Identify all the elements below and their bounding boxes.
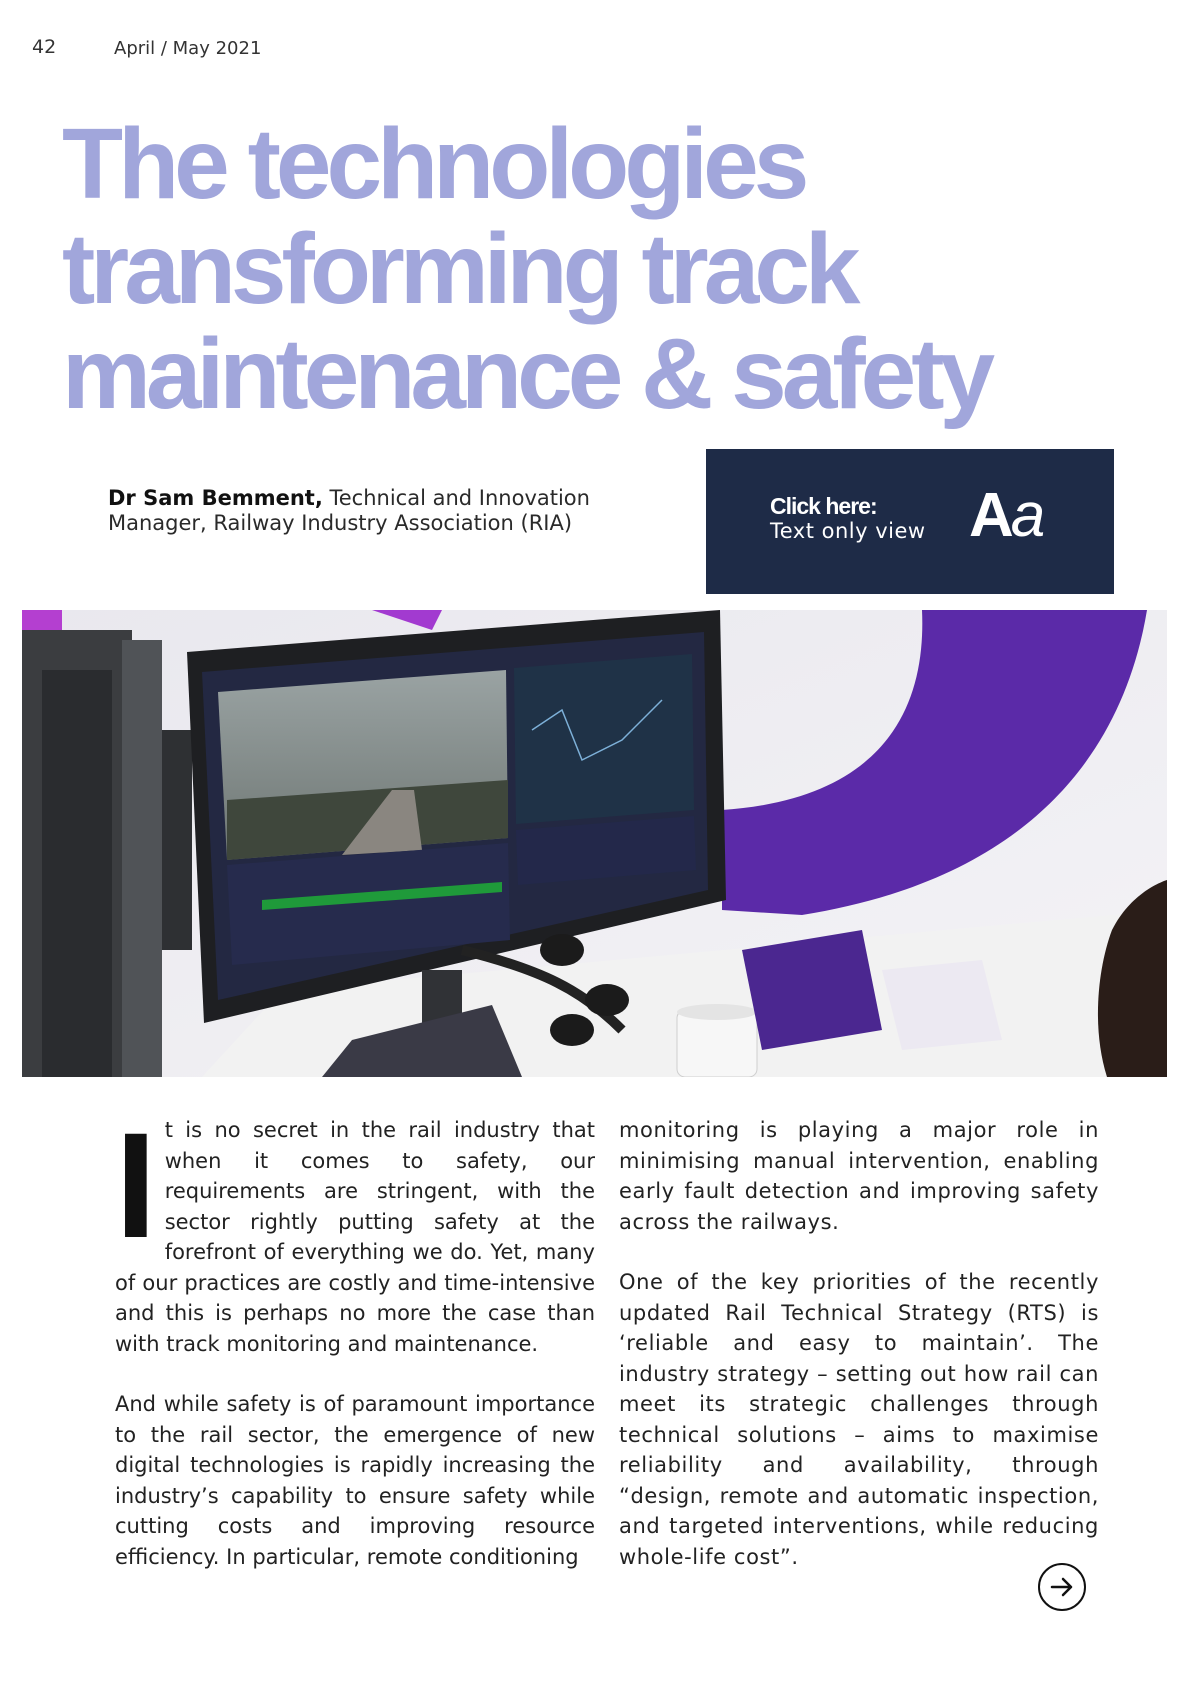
byline (108, 486, 628, 536)
headline-line-1: The technologies (62, 108, 805, 220)
text-size-icon: Aa (969, 481, 1043, 550)
article-paragraph: monitoring is playing a major role in minimising manual intervention, enabling early fault detection and improving safety across the railways. (619, 1118, 1099, 1234)
article-column-left (115, 1101, 595, 1602)
issue-date: April / May 2021 (114, 38, 262, 59)
article-paragraph: It is no secret in the rail industry that when it comes to safety, our requirements are stringent, with the sector rightly putting safety at the forefront of everything we do. Yet, many of our practices are costly and time-intensive and this is perhaps no more the case than with track monitoring and maintenance. (115, 1101, 595, 1356)
byline-author: Dr Sam Bemment, (108, 486, 323, 510)
byline-role: Technical and Innovation Manager, Railway Industry Association (RIA) (108, 486, 590, 535)
article-photo (22, 610, 1167, 1077)
text-only-title: Click here: (770, 493, 877, 519)
article-paragraph: One of the key priorities of the recently updated Rail Technical Strategy (RTS) is ‘reliable and easy to maintain’. The industry strategy – setting out how rail can meet its strategic challenges through technical solutions – aims to maximise reliability and availability, through “design, remote and automatic inspection, and targeted interventions, while reducing whole-life cost”. (619, 1270, 1099, 1569)
headline-line-3: maintenance & safety (62, 318, 991, 430)
page-number: 42 (32, 36, 57, 58)
article-headline (62, 108, 1182, 430)
text-only-view-button[interactable] (706, 449, 1114, 594)
article-column-right (619, 1115, 1099, 1602)
text-only-subtitle: Text only view (770, 519, 926, 543)
headline-line-2: transforming track (62, 213, 856, 325)
drop-cap: I (115, 1101, 157, 1269)
next-page-button[interactable] (1038, 1563, 1086, 1611)
arrow-right-icon (1049, 1574, 1075, 1600)
article-paragraph: And while safety is of paramount importance to the rail sector, the emergence of new digital technologies is rapidly increasing the industry’s capability to ensure safety while cutting costs and improving resource efficiency. In particular, remote conditioning (115, 1392, 595, 1569)
